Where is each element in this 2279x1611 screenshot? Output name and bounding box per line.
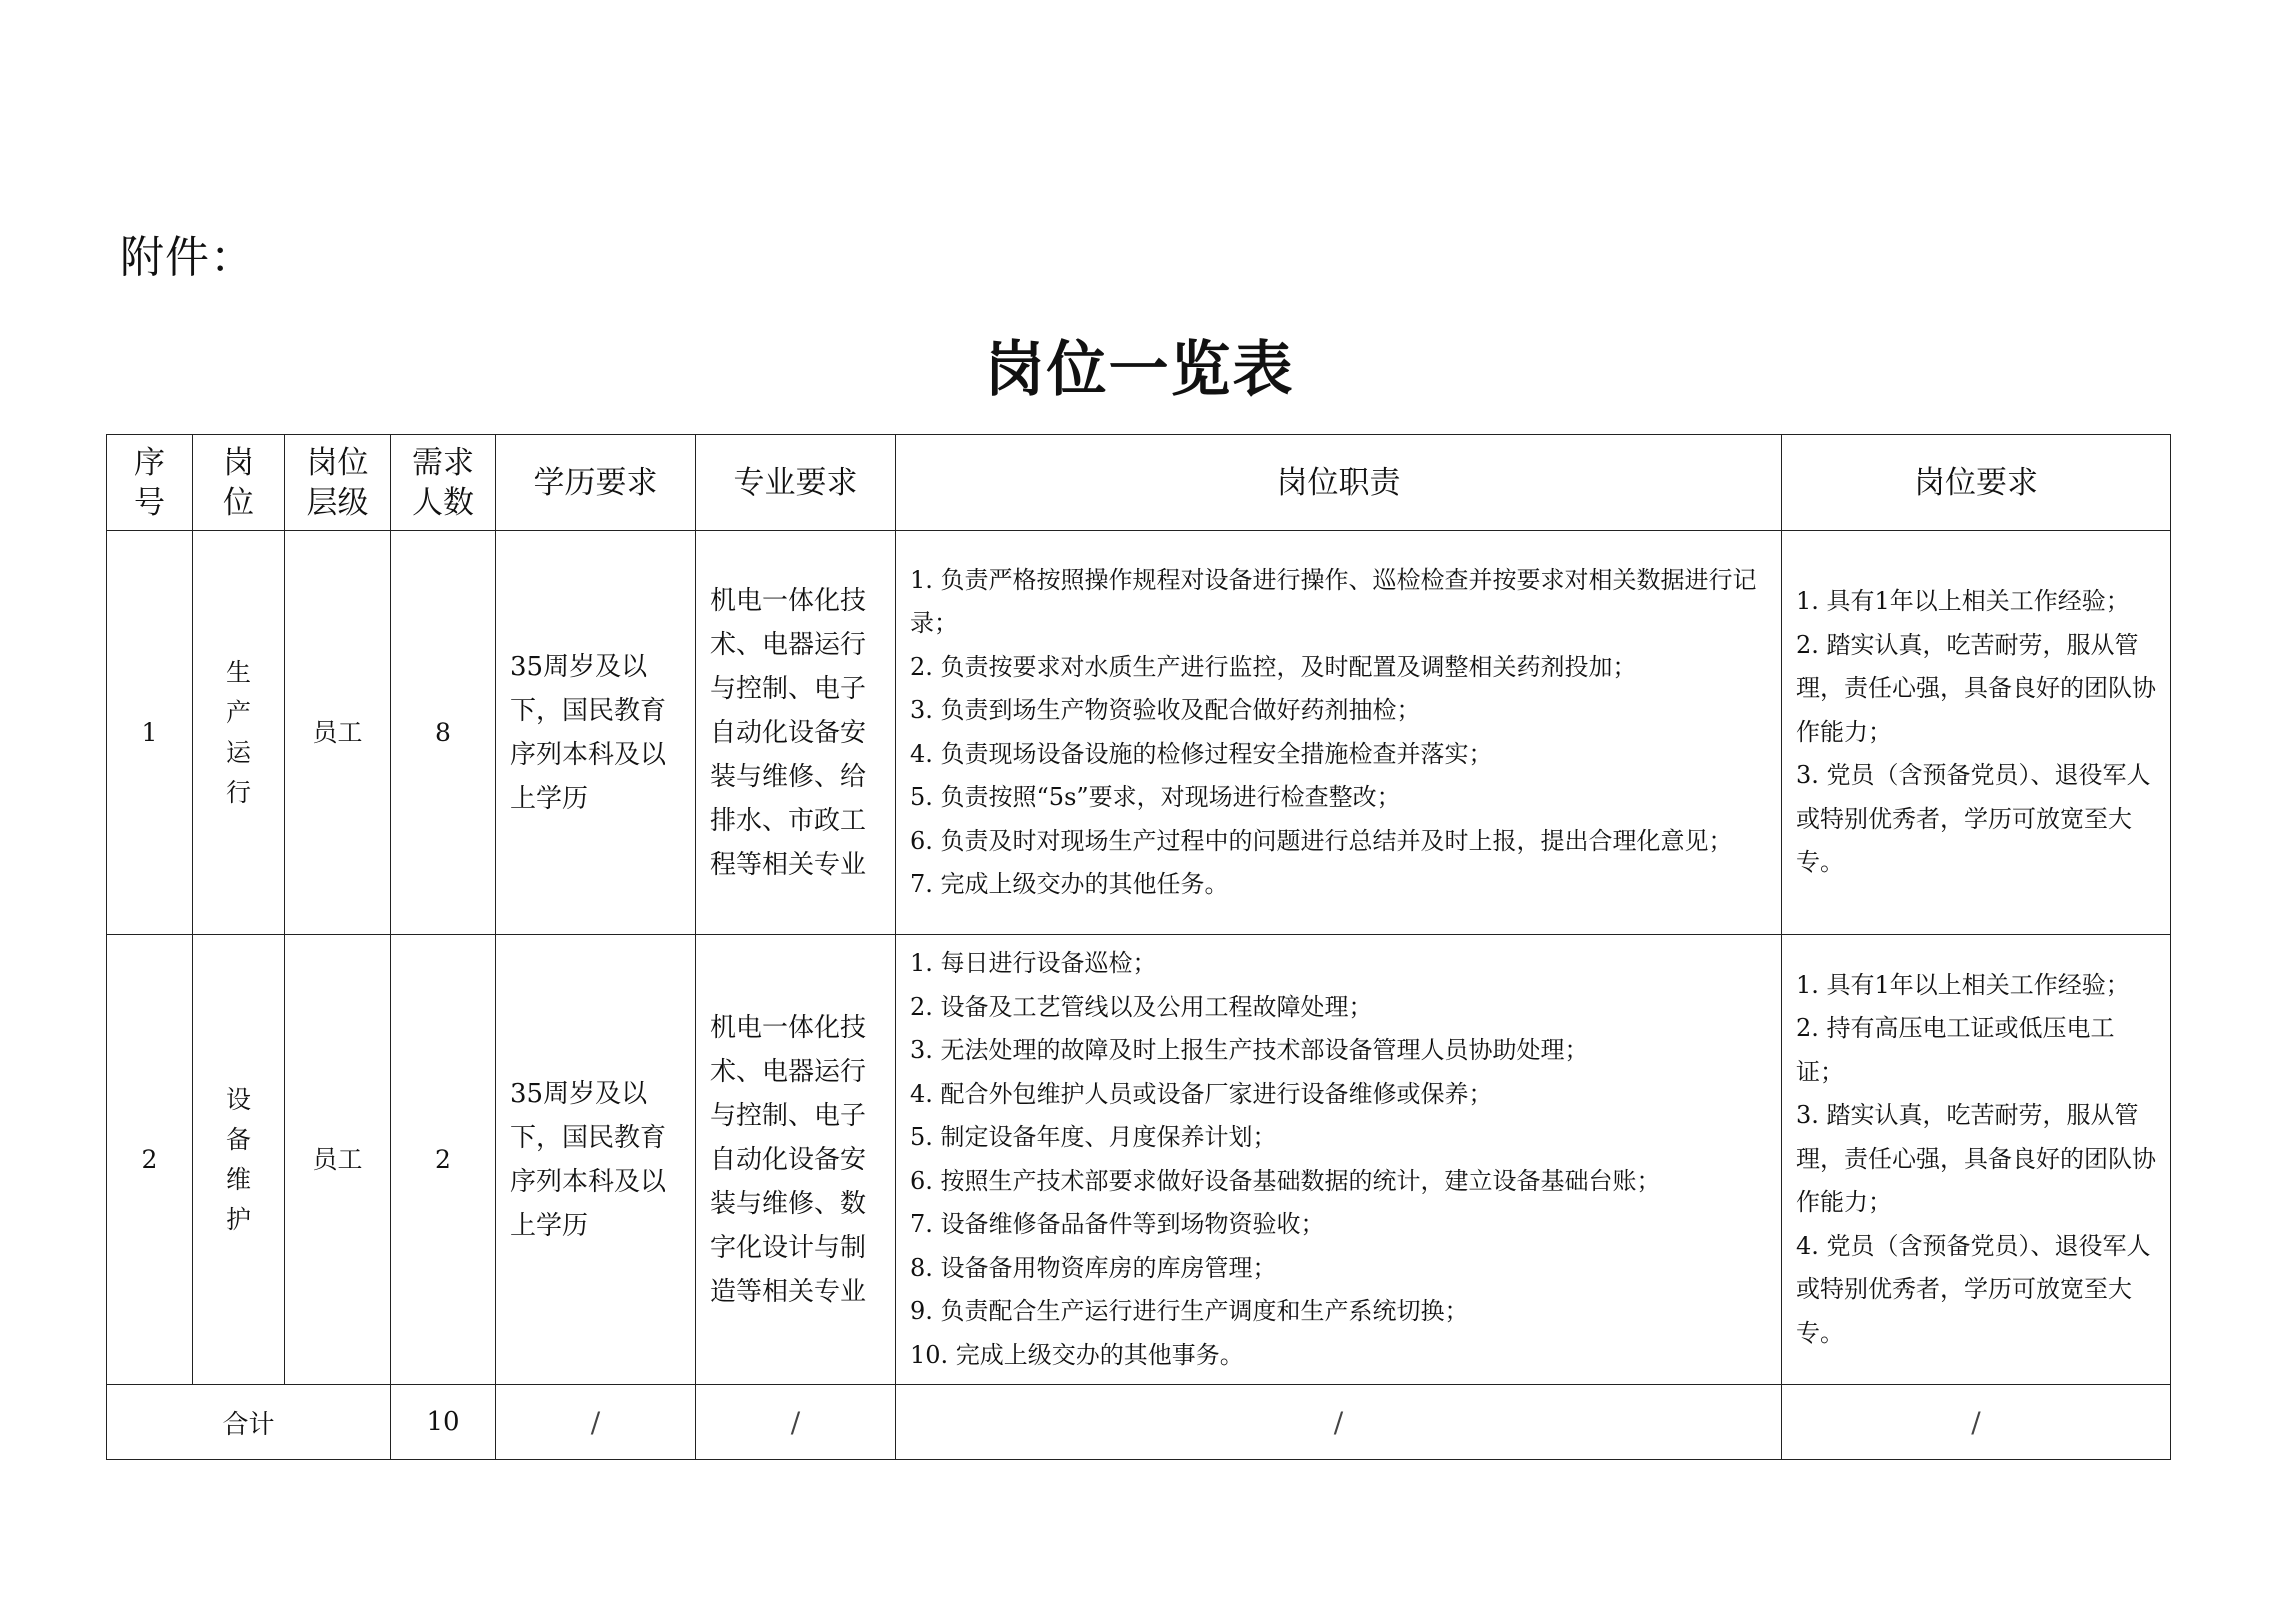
requirement-item: 3. 党员（含预备党员）、退役军人或特别优秀者，学历可放宽至大专。 — [1796, 761, 2151, 877]
total-headcount: 10 — [391, 1385, 496, 1460]
table-row — [107, 531, 2171, 935]
row-duties — [896, 935, 1782, 1385]
row-education: 35周岁及以下，国民教育序列本科及以上学历 — [496, 935, 696, 1385]
requirement-item: 2. 踏实认真，吃苦耐劳，服从管理，责任心强，具备良好的团队协作能力； — [1796, 630, 2156, 746]
row-position: 设备维护 — [193, 935, 285, 1385]
total-education: / — [496, 1385, 696, 1460]
row-duties — [896, 531, 1782, 935]
duty-item: 3. 无法处理的故障及时上报生产技术部设备管理人员协助处理； — [910, 1036, 1589, 1064]
duty-item: 7. 完成上级交办的其他任务。 — [910, 870, 1229, 898]
row-major: 机电一体化技术、电器运行与控制、电子自动化设备安装与维修、数字化设计与制造等相关专业 — [696, 935, 896, 1385]
duty-item: 3. 负责到场生产物资验收及配合做好药剂抽检； — [910, 696, 1421, 724]
duty-item: 1. 每日进行设备巡检； — [910, 949, 1157, 977]
duty-item: 4. 配合外包维护人员或设备厂家进行设备维修或保养； — [910, 1079, 1493, 1108]
header-requirements: 岗位要求 — [1782, 435, 2171, 531]
total-row — [107, 1385, 2171, 1460]
row-requirements — [1782, 935, 2171, 1385]
duty-item: 5. 负责按照“5s”要求，对现场进行检查整改； — [910, 783, 1401, 811]
duty-item: 9. 负责配合生产运行进行生产调度和生产系统切换； — [910, 1297, 1469, 1325]
row-major: 机电一体化技术、电器运行与控制、电子自动化设备安装与维修、给排水、市政工程等相关专业 — [696, 531, 896, 935]
duty-item: 7. 设备维修备品备件等到场物资验收； — [910, 1210, 1325, 1238]
duty-item: 2. 负责按要求对水质生产进行监控，及时配置及调整相关药剂投加； — [910, 652, 1637, 681]
row-position: 生产运行 — [193, 531, 285, 935]
duty-item: 10. 完成上级交办的其他事务。 — [910, 1340, 1244, 1369]
table-row — [107, 935, 2171, 1385]
table-header-row — [107, 435, 2171, 531]
row-requirements — [1782, 531, 2171, 935]
positions-table — [106, 434, 2171, 1460]
total-major: / — [696, 1385, 896, 1460]
duty-item: 6. 负责及时对现场生产过程中的问题进行总结并及时上报，提出合理化意见； — [910, 826, 1733, 855]
row-seq: 2 — [107, 935, 193, 1385]
duty-item: 5. 制定设备年度、月度保养计划； — [910, 1123, 1277, 1151]
header-seq: 序号 — [107, 435, 193, 531]
total-duties: / — [896, 1385, 1782, 1460]
requirement-item: 1. 具有1年以上相关工作经验； — [1796, 970, 2130, 999]
requirement-item: 2. 持有高压电工证或低压电工证； — [1796, 1014, 2115, 1086]
row-headcount: 2 — [391, 935, 496, 1385]
header-education: 学历要求 — [496, 435, 696, 531]
header-headcount: 需求人数 — [391, 435, 496, 531]
row-level: 员工 — [285, 935, 391, 1385]
total-label: 合计 — [107, 1385, 391, 1460]
row-level: 员工 — [285, 531, 391, 935]
duty-item: 1. 负责严格按照操作规程对设备进行操作、巡检检查并按要求对相关数据进行记录； — [910, 565, 1757, 637]
header-level: 岗位层级 — [285, 435, 391, 531]
requirement-item: 3. 踏实认真，吃苦耐劳，服从管理，责任心强，具备良好的团队协作能力； — [1796, 1101, 2156, 1217]
duty-item: 8. 设备备用物资库房的库房管理； — [910, 1253, 1277, 1282]
header-major: 专业要求 — [696, 435, 896, 531]
attachment-label: 附件： — [120, 232, 255, 283]
duty-item: 6. 按照生产技术部要求做好设备基础数据的统计，建立设备基础台账； — [910, 1166, 1661, 1195]
row-headcount: 8 — [391, 531, 496, 935]
requirement-item: 4. 党员（含预备党员）、退役军人或特别优秀者，学历可放宽至大专。 — [1796, 1231, 2151, 1347]
row-education: 35周岁及以下，国民教育序列本科及以上学历 — [496, 531, 696, 935]
duty-item: 4. 负责现场设备设施的检修过程安全措施检查并落实； — [910, 739, 1493, 768]
header-position: 岗位 — [193, 435, 285, 531]
duty-item: 2. 设备及工艺管线以及公用工程故障处理； — [910, 992, 1373, 1021]
row-seq: 1 — [107, 531, 193, 935]
header-duties: 岗位职责 — [896, 435, 1782, 531]
page-title: 岗位一览表 — [984, 335, 1295, 405]
requirement-item: 1. 具有1年以上相关工作经验； — [1796, 587, 2130, 616]
total-requirements: / — [1782, 1385, 2171, 1460]
